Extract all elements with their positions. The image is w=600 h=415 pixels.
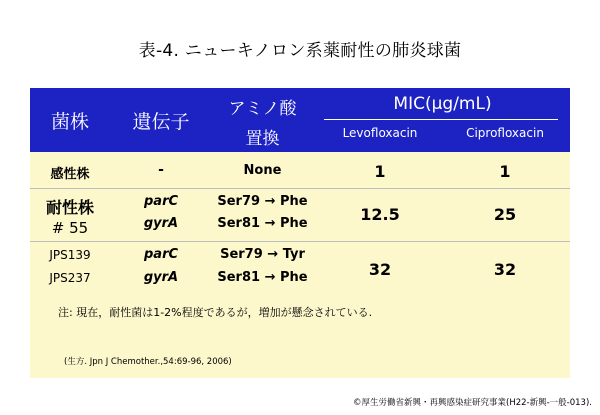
cell-levofloxacin: 1 — [374, 162, 386, 181]
cell-levofloxacin: 32 — [368, 260, 392, 279]
cell-substitution: None — [243, 163, 282, 178]
header-gene: 遺伝子 — [132, 111, 190, 133]
cell-substitution: Ser81 → Phe — [217, 270, 308, 285]
header-substitution: 置換 — [245, 129, 280, 149]
cell-ciprofloxacin: 1 — [499, 162, 511, 181]
header-mic: MIC(μg/mL) — [393, 94, 492, 114]
cell-gene: gyrA — [143, 270, 179, 285]
copyright: ©厚生労働省新興・再興感染症研究事業(H22-新興-一般-013). — [353, 398, 592, 408]
cell-substitution: Ser81 → Phe — [217, 216, 308, 231]
header-divider — [324, 119, 558, 120]
cell-strain-id: # 55 — [51, 219, 89, 237]
header-ciprofloxacin: Ciprofloxacin — [466, 126, 544, 140]
cell-strain: JPS139 — [49, 248, 91, 262]
cell-strain: 感性株 — [50, 167, 90, 182]
cell-gene: - — [158, 162, 164, 178]
cell-ciprofloxacin: 25 — [493, 205, 517, 224]
cell-strain: 耐性株 — [45, 198, 94, 217]
page-title: 表-4. ニューキノロン系薬耐性の肺炎球菌 — [138, 41, 462, 61]
header-strain: 菌株 — [50, 111, 89, 133]
cell-substitution: Ser79 → Phe — [217, 194, 308, 209]
table-header — [30, 88, 570, 152]
cell-levofloxacin: 12.5 — [360, 205, 400, 224]
cell-strain: JPS237 — [49, 271, 91, 285]
citation: (生方. Jpn J Chemother.,54:69-96, 2006) — [64, 357, 232, 367]
cell-gene: gyrA — [143, 216, 179, 231]
row-divider — [30, 241, 570, 242]
header-levofloxacin: Levofloxacin — [342, 126, 418, 140]
row-divider — [30, 188, 570, 189]
cell-gene: parC — [143, 247, 179, 262]
cell-gene: parC — [143, 194, 179, 209]
header-amino-acid: アミノ酸 — [228, 99, 297, 119]
footnote: 注: 現在，耐性菌は1-2%程度であるが，増加が懸念されている. — [58, 306, 373, 319]
cell-ciprofloxacin: 32 — [493, 260, 517, 279]
cell-substitution: Ser79 → Tyr — [220, 247, 305, 262]
